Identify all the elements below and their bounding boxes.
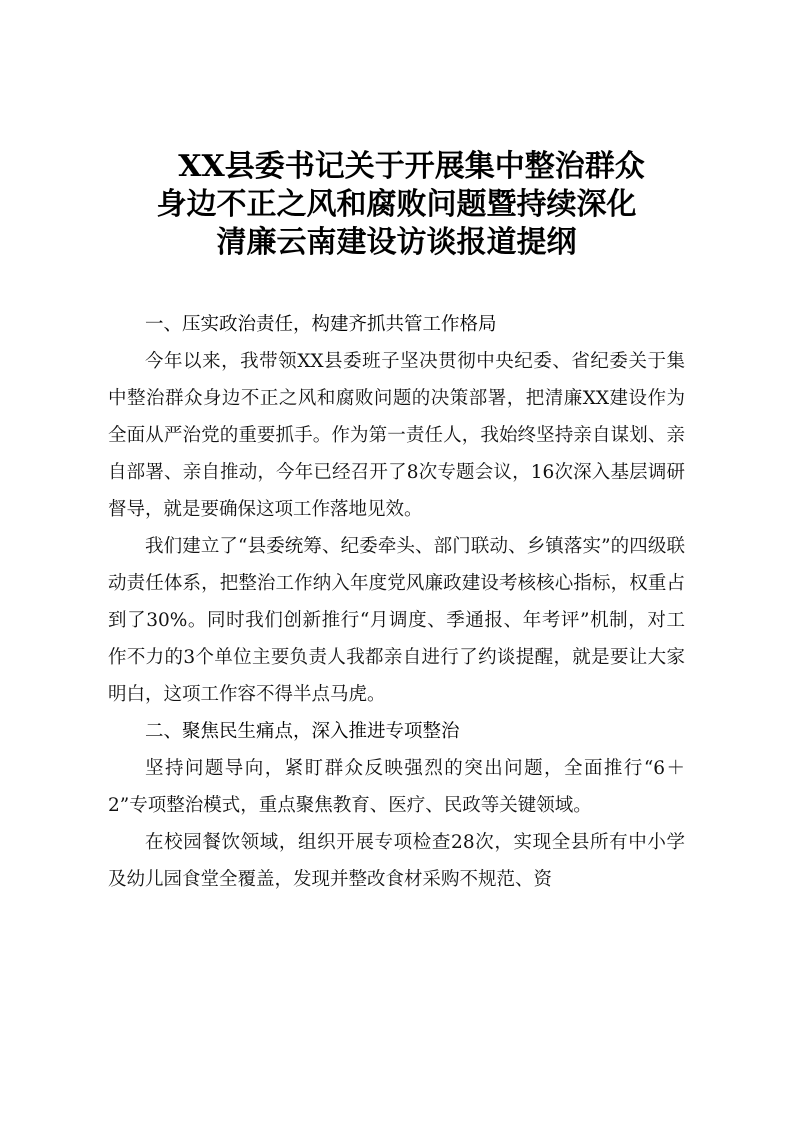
paragraph: 坚持问题导向，紧盯群众反映强烈的突出问题，全面推行“6＋2”专项整治模式，重点聚焦教育、医疗、民政等关键领域。 — [108, 758, 685, 816]
paragraph: 今年以来，我带领XX县委班子坚决贯彻中央纪委、省纪委关于集中整治群众身边不正之风和腐败问题的决策部署，把清廉XX建设作为全面从严治党的重要抓手。作为第一责任人，我始终坚持亲自谋划、亲自部署、亲自推动，今年已经召开了8次专题会议，16次深入基层调研督导，就是要确保这项工作落地见效。 — [108, 351, 685, 520]
document-title — [108, 148, 685, 262]
title-line-2: 身边不正之风和腐败问题暨持续深化 — [156, 187, 637, 222]
paragraph: 在校园餐饮领域，组织开展专项检查28次，实现全县所有中小学及幼儿园食堂全覆盖，发现并整改食材采购不规范、资 — [108, 832, 685, 890]
section-heading-2: 二、聚焦民生痛点，深入推进专项整治 — [145, 721, 460, 742]
section-heading-1: 一、压实政治责任，构建齐抓共管工作格局 — [145, 314, 497, 335]
paragraph: 我们建立了“县委统筹、纪委牵头、部门联动、乡镇落实”的四级联动责任体系，把整治工作纳入年度党风廉政建设考核核心指标，权重占到了30%。同时我们创新推行“月调度、季通报、年考评”机制，对工作不力的3个单位主要负责人我都亲自进行了约谈提醒，就是要让大家明白，这项工作容不得半点马虎。 — [108, 536, 685, 705]
title-line-3: 清廉云南建设访谈报道提纲 — [216, 225, 577, 260]
title-line-1: XX县委书记关于开展集中整治群众 — [178, 149, 645, 184]
